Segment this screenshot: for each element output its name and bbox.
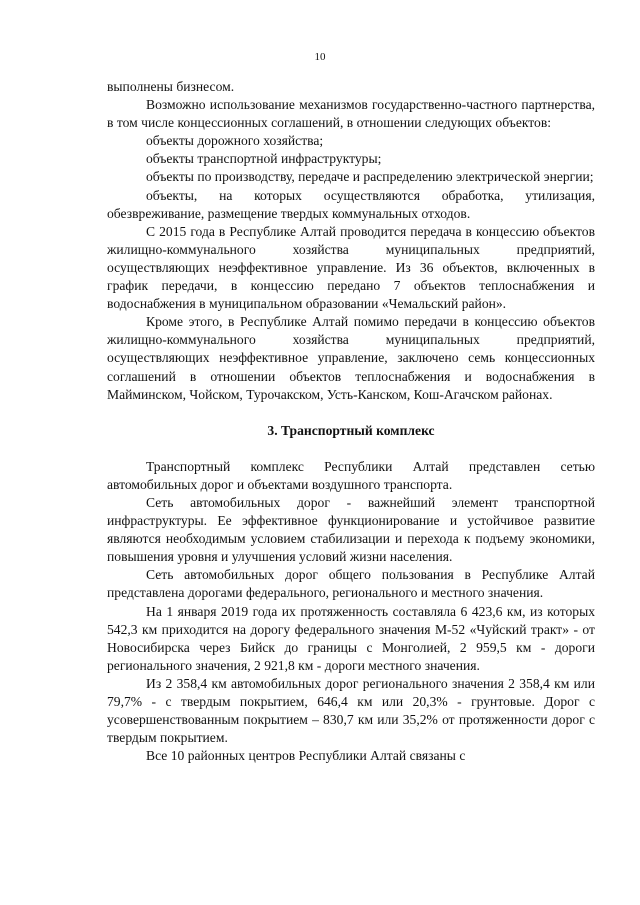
list-item-transport-infrastructure: объекты транспортной инфраструктуры; [146,151,382,167]
page-number: 10 [314,51,326,63]
paragraph-concession-2015: С 2015 года в Республике Алтай проводится передача в концессию объектов жилищно-коммунального хозяйства муниципальных предприятий, осуществляющих неэффективное управление. Из 36 объектов, включенных в график передачи, в концессию передано 7 объектов теплоснабжения и водоснабжения в муниципальном образовании «Чемальский район». [107,223,595,312]
paragraph-public-roads: Сеть автомобильных дорог общего пользования в Республике Алтай представлена дорогами федерального, регионального и местного значения. [107,567,595,601]
paragraph-road-length: На 1 января 2019 года их протяженность составляла 6 423,6 км, из которых 542,3 км приходится на дорогу федерального значения М-52 «Чуйский тракт» - от Новосибирска через Бийск до границы с Монголией, 2 959,5 км - дороги регионального значения, 2 921,8 км - дороги местного значения. [107,603,595,673]
section-heading: 3. Транспортный комплекс [267,422,435,438]
paragraph-ppp-intro: Возможно использование механизмов государственно-частного партнерства, в том числе концессионных соглашений, в отношении следующих объектов: [107,97,595,131]
paragraph-road-network: Сеть автомобильных дорог - важнейший элемент транспортной инфраструктуры. Ее эффективное функционирование и устойчивое развитие являются необходимым условием стабилизации и перехода к подъему экономики, повышения уровня и улучшения условий жизни населения. [107,494,595,565]
paragraph-concession-agreements: Кроме этого, в Республике Алтай помимо передачи в концессию объектов жилищно-коммунального хозяйства муниципальных предприятий, осуществляющих неэффективное управление, заключено семь концессионных соглашений в отношении объектов теплоснабжения и водоснабжения в Майминском, Чойском, Турочакском, Усть-Канском, Кош-Агачском районах. [107,314,595,402]
paragraph-continued: выполнены бизнесом. [107,79,235,94]
paragraph-transport-complex: Транспортный комплекс Республики Алтай представлен сетью автомобильных дорог и объектами воздушного транспорта. [107,458,595,492]
list-item-electric-energy: объекты по производству, передаче и распределению электрической энергии; [146,169,594,185]
list-item-road-facilities: объекты дорожного хозяйства; [146,133,324,149]
paragraph-regional-roads: Из 2 358,4 км автомобильных дорог регионального значения 2 358,4 км или 79,7% - с твердым покрытием, 646,4 км или 20,3% - грунтовые. Дорог с усовершенствованным покрытием – 830,7 км или 35,2% от протяженности дорог с твердым покрытием. [107,675,595,746]
document-body [107,78,595,765]
paragraph-district-centers: Все 10 районных центров Республики Алтай связаны с [146,748,466,764]
list-item-waste-facilities: объекты, на которых осуществляются обработка, утилизация, обезвреживание, размещение твердых коммунальных отходов. [107,187,595,221]
